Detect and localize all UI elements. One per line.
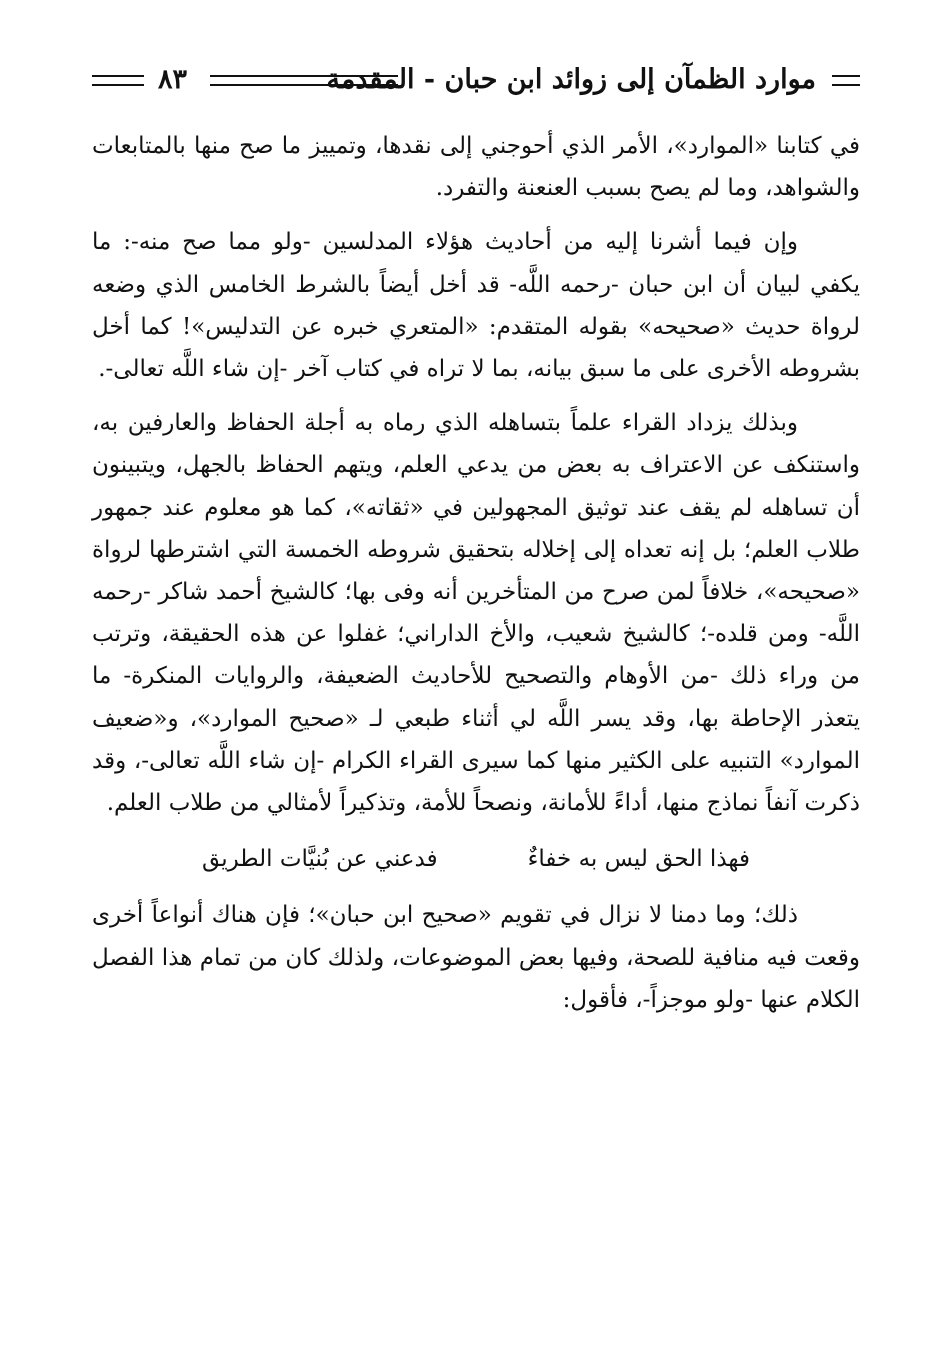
page-body — [92, 125, 860, 1033]
poetry-verse — [92, 838, 860, 880]
page-number: ٨٣ — [158, 64, 188, 95]
paragraph-4: ذلك؛ وما دمنا لا نزال في تقويم «صحيح ابن حبان»؛ فإن هناك أنواعاً أخرى وقعت فيه منافية للصحة، وفيها بعض الموضوعات، ولذلك كان من تمام هذا الفصل الكلام عنها -ولو موجزاً-، فأقول: — [92, 902, 860, 1013]
paragraph-2: وإن فيما أشرنا إليه من أحاديث هؤلاء المدلسين -ولو مما صح منه-: ما يكفي لبيان أن ابن حبان -رحمه اللَّه- قد أخل أيضاً بالشرط الخامس الذي وضعه لرواة حديث «صحيحه» بقوله المتقدم: «المتعري خبره عن التدليس»! كما أخل بشروطه الأخرى على ما سبق بيانه، بما لا تراه في كتاب آخر -إن شاء اللَّه تعالى-. — [92, 229, 860, 383]
header-rule-end — [832, 75, 860, 86]
header-rule-left-short — [92, 75, 144, 86]
verse-first-hemistich: فهذا الحق ليس به خفاءٌ — [527, 846, 750, 873]
header-title: موارد الظمآن إلى زوائد ابن حبان - المقدمة — [326, 64, 816, 95]
verse-second-hemistich: فدعني عن بُنيَّات الطريق — [202, 846, 438, 873]
paragraph-3: وبذلك يزداد القراء علماً بتساهله الذي رماه به أجلة الحفاظ والعارفين به، واستنكف عن الاعتراف به بعض من يدعي العلم، ويتهم الحفاظ بالجهل، ويتبينون أن تساهله لم يقف عند توثيق المجهولين في «ثقاته»، كما هو معلوم عند جمهور طلاب العلم؛ بل إنه تعداه إلى إخلاله بتحقيق شروطه الخمسة التي اشترطها لرواة «صحيحه»، خلافاً لمن صرح من المتأخرين أنه وفى بها؛ كالشيخ أحمد شاكر -رحمه اللَّه- ومن قلده-؛ كالشيخ شعيب، والأخ الداراني؛ غفلوا عن هذه الحقيقة، وترتب من وراء ذلك -من الأوهام والتصحيح للأحاديث الضعيفة، والروايات المنكرة- ما يتعذر الإحاطة بها، وقد يسر اللَّه لي أثناء طبعي لـ «صحيح الموارد»، و«ضعيف الموارد» التنبيه على الكثير منها كما سيرى القراء الكرام -إن شاء اللَّه تعالى-، وقد ذكرت آنفاً نماذج منها، أداءً للأمانة، ونصحاً للأمة، وتذكيراً لأمثالي من طلاب العلم. — [92, 410, 860, 817]
paragraph-1: في كتابنا «الموارد»، الأمر الذي أحوجني إلى نقدها، وتمييز ما صح منها بالمتابعات والشواهد، وما لم يصح بسبب العنعنة والتفرد. — [92, 133, 860, 202]
running-header — [92, 62, 860, 102]
